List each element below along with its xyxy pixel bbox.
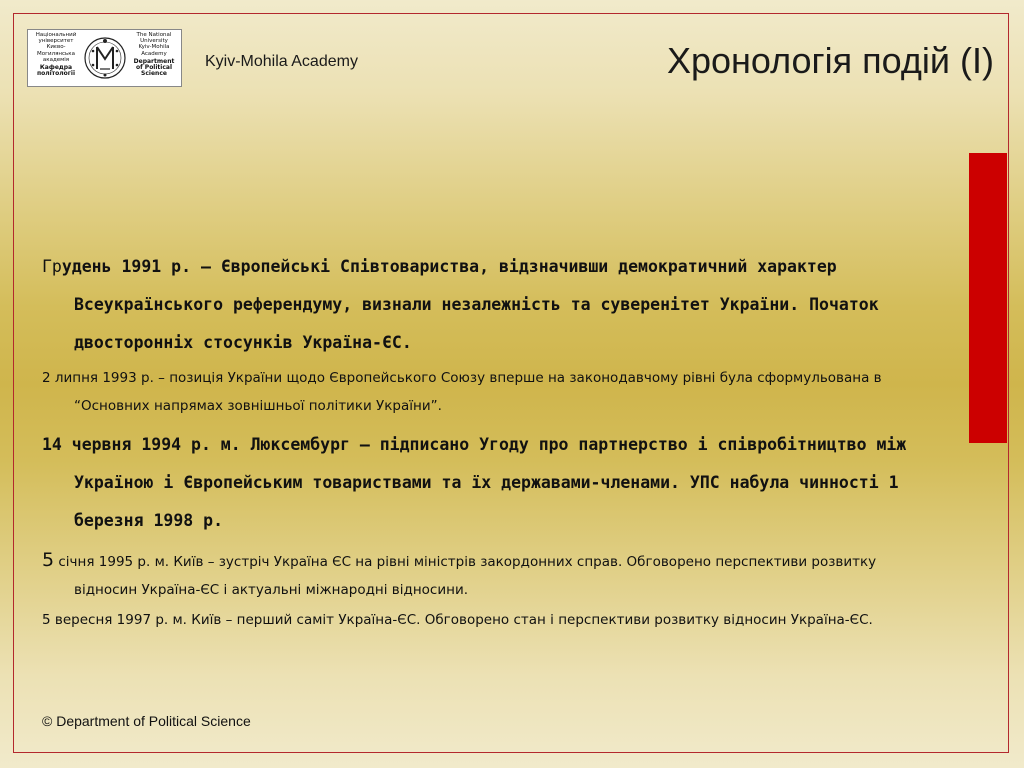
logo-line: Academy (141, 50, 167, 57)
timeline-entry-sep-1997 (42, 606, 922, 634)
logo-line: університет (38, 38, 74, 45)
kma-emblem-icon (82, 33, 128, 83)
timeline-entry-jul-1993 (42, 364, 922, 420)
logo-dept-line: Science (141, 70, 167, 78)
copyright-footer: © Department of Political Science (42, 713, 251, 729)
logo-english-text (129, 32, 179, 77)
logo-dept-line: політології (36, 70, 76, 78)
timeline-entry-jan-1995 (42, 546, 922, 604)
logo-line: Могилянська (37, 50, 75, 57)
university-logo (27, 29, 182, 87)
timeline-list (42, 248, 922, 634)
accent-bar (969, 153, 1007, 443)
entry-lead: Гр (42, 257, 62, 276)
logo-dept-line: Кафедра (39, 64, 73, 72)
logo-dept-line: of Political (135, 64, 173, 72)
entry-text: 14 червня 1994 р. м. Люксембург – підписано Угоду про партнерство і співробітництво між Україною і Європейським товариствами та їх державами-членами. УПС набула чинності 1 березня 1998 р. (42, 435, 907, 530)
entry-text: удень 1991 р. – Європейські Співтовариства, відзначивши демократичний характер Всеукраїнського референдуму, визнали незалежність та суверенітет України. Початок двосторонніх стосунків Україна-ЄС. (61, 257, 879, 352)
logo-line: University (140, 38, 168, 45)
timeline-entry-dec-1991 (42, 248, 922, 362)
entry-text: січня 1995 р. м. Київ – зустріч Україна ЄС на рівні міністрів закордонних справ. Обговорено перспективи розвитку відносин Україна-ЄС і актуальні міжнародні відносини. (54, 554, 877, 598)
academy-label: Kyiv-Mohila Academy (205, 53, 358, 70)
slide-title: Хронологія подій (I) (666, 40, 994, 81)
timeline-entry-jun-1994 (42, 426, 922, 540)
logo-line: академія (42, 56, 70, 63)
logo-line: Національний (35, 32, 77, 38)
logo-ukrainian-text (30, 32, 82, 77)
logo-line: Києво- (46, 44, 66, 51)
entry-text: 2 липня 1993 р. – позиція України щодо Європейського Союзу вперше на законодавчому рівні була сформульована в “Основних напрямах зовнішньої політики України”. (42, 370, 882, 414)
entry-text: 5 вересня 1997 р. м. Київ – перший саміт Україна-ЄС. Обговорено стан і перспективи розвитку відносин Україна-ЄС. (42, 612, 873, 628)
logo-line: Kyiv-Mohila (138, 44, 170, 51)
entry-lead: 5 (42, 549, 55, 571)
logo-line: The National (136, 32, 172, 38)
logo-dept-line: Department (133, 57, 175, 65)
